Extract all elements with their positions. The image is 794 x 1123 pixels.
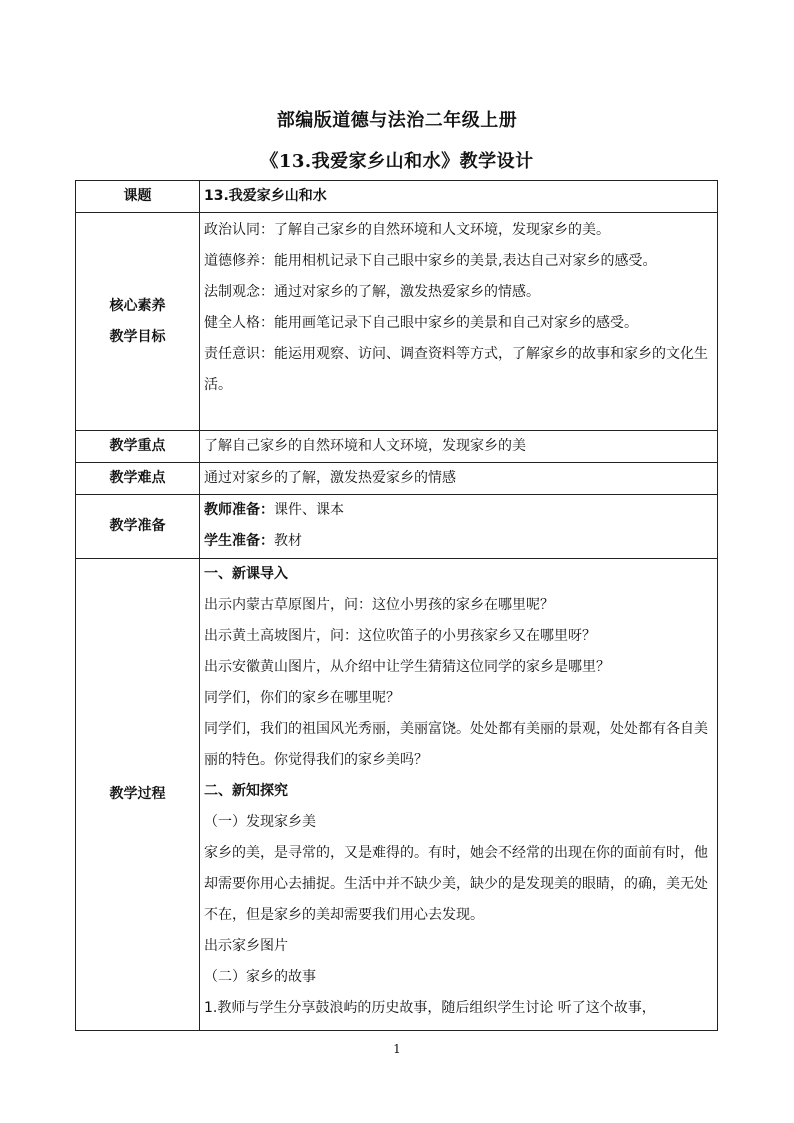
topic-value: 13.我爱家乡山和水 [200,181,718,213]
process-content [200,559,718,1031]
table-row-key-point [76,431,718,463]
intro-line-motherland: 同学们，我们的祖国风光秀丽，美丽富饶。处处都有美丽的景观，处处都有各自美丽的特色。你觉得我们的家乡美吗？ [204,721,708,768]
table-row-competency [76,213,718,431]
teacher-preparation-label: 教师准备： [204,502,274,518]
intro-line-loess: 出示黄土高坡图片，问：这位吹笛子的小男孩家乡又在哪里呀？ [204,628,596,644]
student-preparation-value: 教材 [274,533,302,549]
subsection-heading-discover: （一）发现家乡美 [204,814,316,830]
page-number: 1 [393,1042,401,1056]
preparation-label: 教学准备 [76,495,200,559]
teacher-preparation [204,495,715,526]
student-preparation [204,526,715,557]
competency-label-line2: 教学目标 [109,328,166,345]
process-label: 教学过程 [76,559,200,1031]
competency-responsibility: 责任意识：能运用观察、访问、调查资料等方式，了解家乡的故事和家乡的文化生活。 [204,346,708,393]
key-point-value: 了解自己家乡的自然环境和人文环境，发现家乡的美 [200,431,718,463]
competency-legal: 法制观念：通过对家乡的了解，激发热爱家乡的情感。 [204,284,540,300]
competency-political: 政治认同：了解自己家乡的自然环境和人文环境，发现家乡的美。 [204,222,610,238]
competency-content [200,213,718,431]
document-title: 部编版道德与法治二年级上册 [276,110,518,131]
discover-show-pictures: 出示家乡图片 [204,938,288,954]
key-point-label: 教学重点 [76,431,200,463]
table-row-difficulty [76,463,718,495]
section-heading-intro: 一、新课导入 [204,566,288,582]
section-heading-explore: 二、新知探究 [204,783,288,799]
competency-label-line1: 核心素养 [109,297,166,314]
competency-label [76,213,200,431]
document-subtitle: 《13.我爱家乡山和水》教学设计 [260,151,534,172]
lesson-design-table [75,180,718,1031]
intro-line-grassland: 出示内蒙古草原图片，问：这位小男孩的家乡在哪里呢？ [204,597,554,613]
topic-label: 课题 [76,181,200,213]
stories-line: 1.教师与学生分享鼓浪屿的历史故事，随后组织学生讨论 听了这个故事， [204,1000,656,1016]
preparation-content [200,495,718,559]
competency-personality: 健全人格：能用画笔记录下自己眼中家乡的美景和自己对家乡的感受。 [204,315,638,331]
difficulty-value: 通过对家乡的了解，激发热爱家乡的情感 [200,463,718,495]
subsection-heading-stories: （二）家乡的故事 [204,969,316,985]
student-preparation-label: 学生准备： [204,533,274,549]
difficulty-label: 教学难点 [76,463,200,495]
table-row-topic [76,181,718,213]
intro-line-question: 同学们，你们的家乡在哪里呢？ [204,690,400,706]
teacher-preparation-value: 课件、课本 [274,502,344,518]
table-row-process [76,559,718,1031]
table-row-preparation [76,495,718,559]
intro-line-huangshan: 出示安徽黄山图片，从介绍中让学生猜猜这位同学的家乡是哪里？ [204,659,610,675]
competency-moral: 道德修养：能用相机记录下自己眼中家乡的美景,表达自己对家乡的感受。 [204,253,657,269]
discover-paragraph: 家乡的美，是寻常的，又是难得的。有时，她会不经常的出现在你的面前有时，他却需要你用心去捕捉。生活中并不缺少美，缺少的是发现美的眼睛，的确，美无处不在，但是家乡的美却需要我们用心去发现。 [204,845,708,923]
